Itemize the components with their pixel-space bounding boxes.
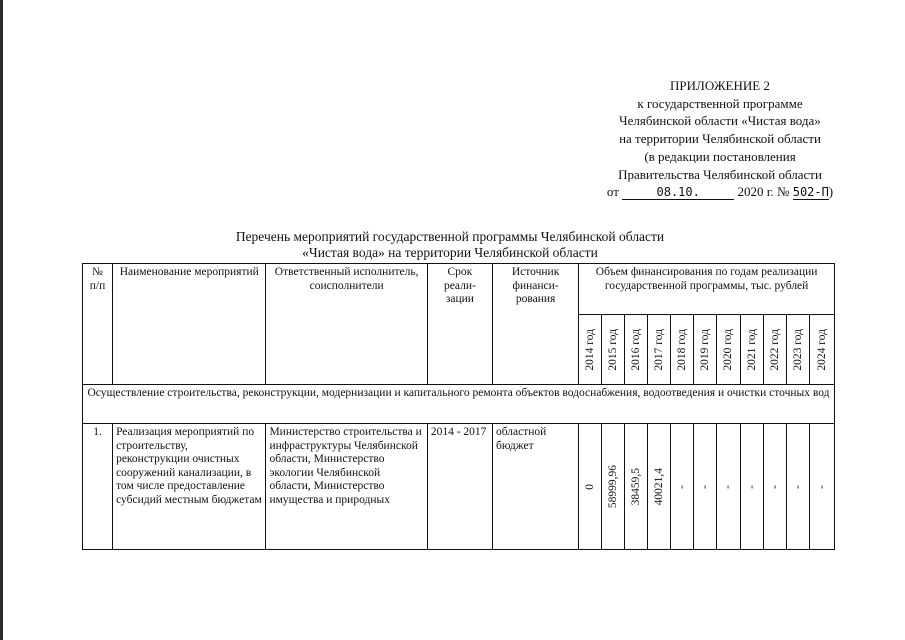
approval-line: к государственной программе bbox=[637, 95, 803, 111]
year-label: 2023 год bbox=[791, 328, 804, 371]
approval-line: на территории Челябинской области bbox=[619, 131, 821, 147]
value: 0 bbox=[584, 483, 597, 490]
value: - bbox=[768, 484, 781, 489]
header-executor: Ответственный исполнитель, соисполнители bbox=[266, 264, 427, 385]
value: 40021,4 bbox=[653, 467, 666, 506]
year-label: 2024 год bbox=[815, 328, 828, 371]
year-header bbox=[694, 315, 717, 385]
value-cell bbox=[694, 424, 717, 550]
header-row bbox=[83, 264, 835, 315]
value-cell bbox=[809, 424, 834, 550]
year-header bbox=[717, 315, 740, 385]
year-header bbox=[809, 315, 834, 385]
row-executor: Министерство строительства и инфраструктуры Челябинской области, Министерство экологии Челябинской области, Министерство имущества и природных bbox=[266, 424, 427, 550]
year-header bbox=[625, 315, 648, 385]
value: - bbox=[815, 484, 828, 489]
document-title bbox=[160, 229, 740, 261]
approval-block bbox=[595, 77, 845, 201]
value: 38459,5 bbox=[630, 467, 643, 506]
year-label: 2014 год bbox=[584, 328, 597, 371]
row-term: 2014 - 2017 bbox=[427, 424, 492, 550]
approval-heading: ПРИЛОЖЕНИЕ 2 bbox=[670, 78, 770, 93]
year-header bbox=[740, 315, 763, 385]
year-label: 2015 год bbox=[607, 328, 620, 371]
header-name: Наименование мероприятий bbox=[113, 264, 266, 385]
document-title-line-2: «Чистая вода» на территории Челябинской области bbox=[302, 245, 598, 260]
year-label: 2016 год bbox=[630, 328, 643, 371]
value-cell bbox=[625, 424, 648, 550]
year-label: 2022 год bbox=[768, 328, 781, 371]
approval-line: Челябинской области «Чистая вода» bbox=[619, 113, 821, 129]
value-cell bbox=[786, 424, 809, 550]
scan-edge bbox=[0, 0, 3, 640]
section-title: Осуществление строительства, реконструкции, модернизации и капитального ремонта объектов водоснабжения, водоотведения и очистки сточных вод bbox=[83, 385, 835, 424]
value-cell bbox=[763, 424, 786, 550]
value-cell bbox=[602, 424, 625, 550]
close-paren: ) bbox=[828, 184, 834, 200]
year-header bbox=[671, 315, 694, 385]
value: - bbox=[722, 484, 735, 489]
approval-year: 2020 г. № bbox=[737, 184, 790, 200]
value: - bbox=[676, 484, 689, 489]
value: 58999,96 bbox=[607, 464, 620, 509]
measures-table bbox=[82, 263, 835, 550]
year-label: 2020 год bbox=[722, 328, 735, 371]
header-num: № п/п bbox=[83, 264, 113, 385]
value-cell bbox=[648, 424, 671, 550]
document-title-line-1: Перечень мероприятий государственной программы Челябинской области bbox=[235, 229, 665, 244]
year-header bbox=[786, 315, 809, 385]
value-cell bbox=[740, 424, 763, 550]
value-cell bbox=[717, 424, 740, 550]
section-row bbox=[83, 385, 835, 424]
year-label: 2019 год bbox=[699, 328, 712, 371]
table-row bbox=[83, 424, 835, 550]
approval-line: (в редакции постановления bbox=[644, 148, 796, 164]
approval-number: 502-П bbox=[792, 185, 829, 200]
approval-date: 08.10. bbox=[622, 185, 734, 200]
row-source: областной бюджет bbox=[492, 424, 578, 550]
row-num: 1. bbox=[83, 424, 113, 550]
from-prefix: от bbox=[606, 184, 619, 200]
header-term: Срок реали- зации bbox=[427, 264, 492, 385]
approval-date-line bbox=[595, 183, 845, 201]
year-label: 2018 год bbox=[676, 328, 689, 371]
value: - bbox=[745, 484, 758, 489]
header-source: Источник финанси- рования bbox=[492, 264, 578, 385]
header-funding: Объем финансирования по годам реализации государственной программы, тыс. рублей bbox=[579, 264, 835, 315]
approval-line: Правительства Челябинской области bbox=[618, 166, 822, 182]
year-label: 2021 год bbox=[745, 328, 758, 371]
value: - bbox=[699, 484, 712, 489]
year-header bbox=[579, 315, 602, 385]
row-name: Реализация мероприятий по строительству, реконструкции очистных сооружений канализации, в том числе предоставление субсидий местным бюджетам bbox=[113, 424, 266, 550]
year-label: 2017 год bbox=[653, 328, 666, 371]
value-cell bbox=[671, 424, 694, 550]
year-header bbox=[648, 315, 671, 385]
value-cell bbox=[579, 424, 602, 550]
year-header bbox=[602, 315, 625, 385]
year-header bbox=[763, 315, 786, 385]
value: - bbox=[791, 484, 804, 489]
